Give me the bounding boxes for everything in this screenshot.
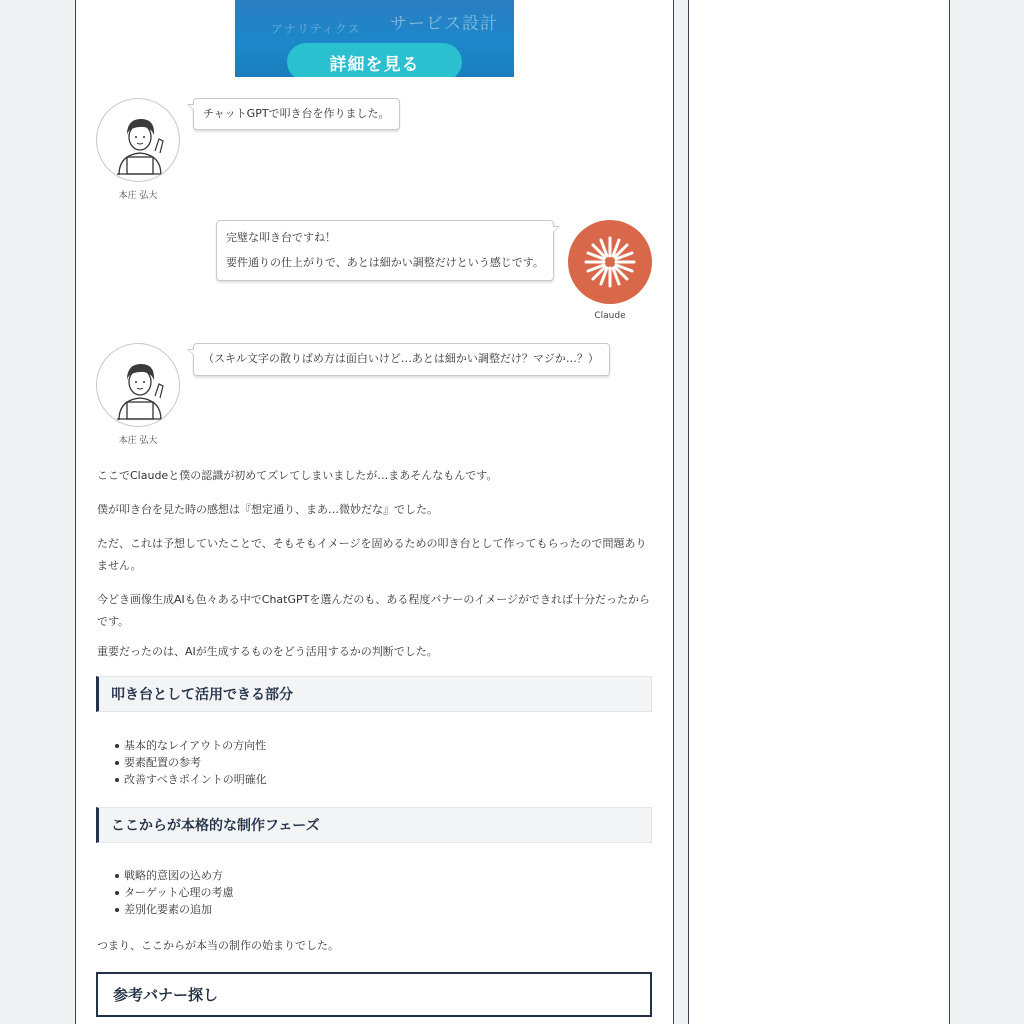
list-item: 改善すべきポイントの明確化 (115, 771, 267, 788)
person-with-laptop-icon (97, 99, 180, 182)
claude-starburst-icon (568, 220, 652, 304)
body-paragraph: ただ、これは予想していたことで、そもそもイメージを固めるための叩き台として作ってもらったので問題ありません。 (97, 537, 647, 572)
chat-line: 要件通りの仕上がりで、あとは細かい調整だけという感じです。 (226, 255, 544, 269)
list-item: 基本的なレイアウトの方向性 (115, 737, 267, 754)
chat-bubble (216, 220, 554, 281)
list-item: ターゲット心理の考慮 (115, 884, 234, 901)
banner-faint-text-left: アナリティクス (271, 22, 361, 36)
chat-bubble (193, 98, 400, 130)
banner-faint-text-right: サービス設計 (390, 14, 498, 34)
chat-bubble (193, 343, 610, 376)
section-heading-large: 参考バナー探し (96, 972, 652, 1017)
chat-line: 完璧な叩き台ですね！ (226, 231, 336, 244)
chat-line: チャットGPTで叩き台を作りました。 (203, 107, 390, 120)
avatar-user (96, 343, 180, 427)
avatar-name: 本庄 弘大 (118, 436, 158, 446)
avatar-name: Claude (594, 311, 626, 321)
service-banner-image[interactable] (235, 0, 514, 77)
avatar-user (96, 98, 180, 182)
body-paragraph: ここでClaudeと僕の認識が初めてズレてしまいましたが…まあそんなもんです。 (97, 469, 498, 482)
avatar-claude (568, 220, 652, 304)
avatar-name: 本庄 弘大 (118, 191, 158, 201)
bullet-list (115, 867, 234, 918)
banner-details-button[interactable]: 詳細を見る (287, 43, 462, 77)
list-item: 戦略的意図の込め方 (115, 867, 234, 884)
list-item: 要素配置の参考 (115, 754, 267, 771)
sidebar-column (688, 0, 950, 1024)
chat-line: （スキル文字の散りばめ方は面白いけど…あとは細かい調整だけ？マジか…？） (203, 352, 599, 365)
body-paragraph: 僕が叩き台を見た時の感想は『想定通り、まあ…微妙だな』でした。 (97, 503, 438, 516)
section-heading: 叩き台として活用できる部分 (96, 676, 652, 712)
section-heading: ここからが本格的な制作フェーズ (96, 807, 652, 843)
body-paragraph: 重要だったのは、AIが生成するものをどう活用するかの判断でした。 (97, 645, 438, 658)
person-with-laptop-icon (97, 344, 180, 427)
body-paragraph: 今どき画像生成AIも色々ある中でChatGPTを選んだのも、ある程度バナーのイメージができれば十分だったからです。 (97, 593, 651, 628)
list-item: 差別化要素の追加 (115, 901, 234, 918)
bullet-list (115, 737, 267, 788)
closing-paragraph: つまり、ここからが本当の制作の始まりでした。 (97, 939, 339, 952)
